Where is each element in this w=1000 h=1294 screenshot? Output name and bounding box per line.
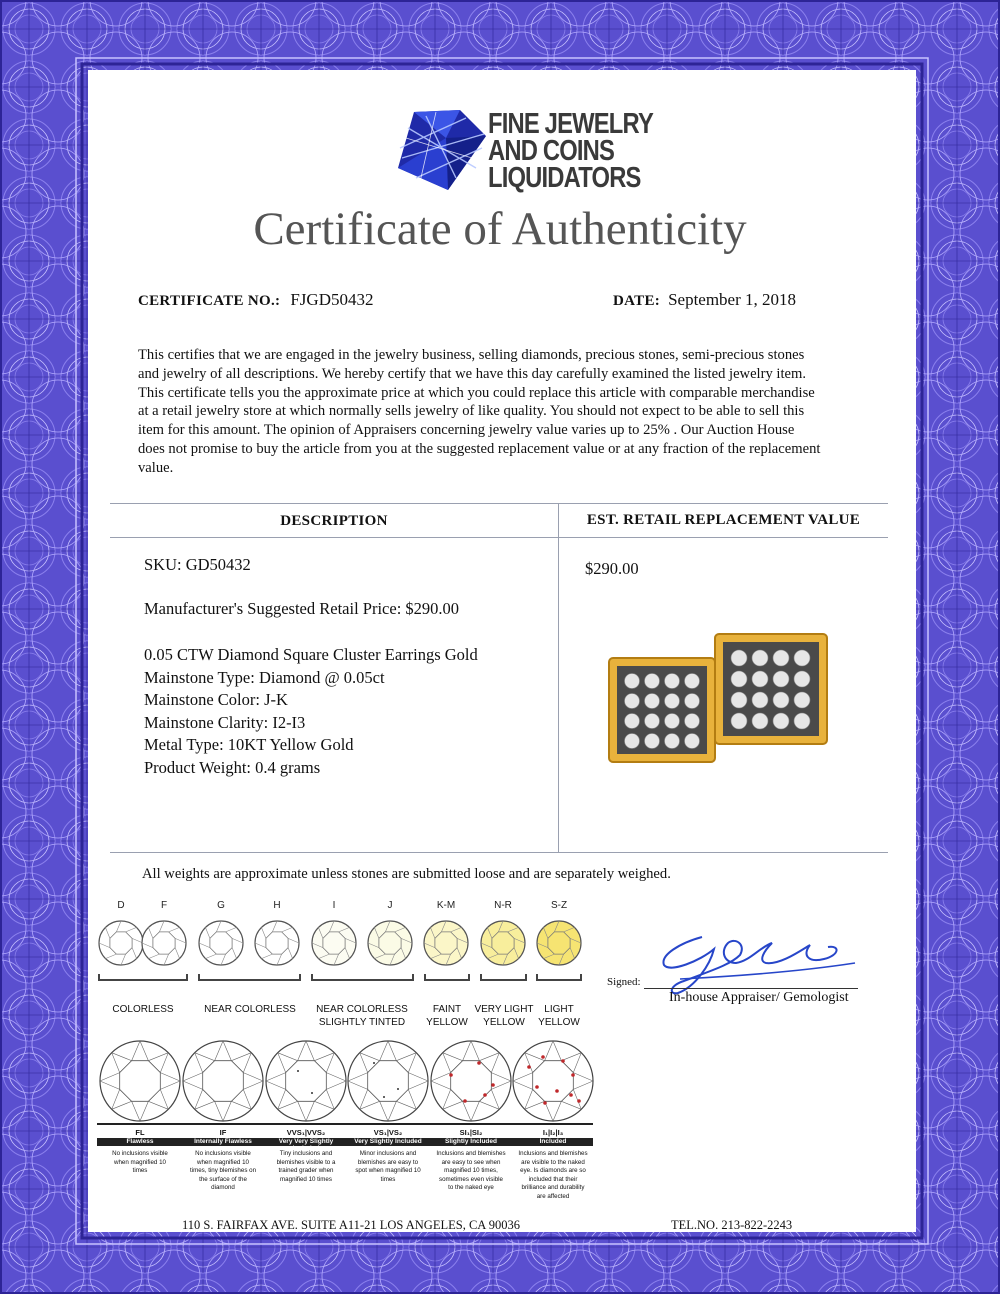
clarity-description-line: blemishes visible to a [276, 1158, 336, 1166]
clarity-code: I₁|I₂|I₃ [542, 1128, 564, 1137]
weights-note: All weights are approximate unless stones are submitted loose and are separately weighed. [142, 866, 671, 882]
clarity-description-line: magnified 10 times, [444, 1167, 498, 1175]
color-grade-letter: D [117, 900, 125, 911]
clarity-description-line: sometimes even visible [439, 1175, 503, 1183]
color-category-line: LIGHT [544, 1004, 574, 1015]
inclusion-mark [297, 1070, 299, 1072]
clarity-name: Very Slightly Included [354, 1138, 422, 1145]
color-grade-gem-icon [142, 921, 186, 965]
clarity-name: Included [539, 1138, 567, 1145]
clarity-description-line: times, tiny blemishes on [189, 1167, 257, 1175]
clarity-grade-scale [95, 1035, 595, 1215]
color-grade-gems [95, 916, 595, 1016]
clarity-description-line: trained grader when [278, 1167, 334, 1175]
paragraph-line: at a retail jewelry store at which normally sells jewelry of like quality. You should not expect to be able to sell this [138, 403, 805, 420]
inclusion-mark [463, 1099, 467, 1103]
color-category-bracket [199, 974, 300, 980]
detail-line: Mainstone Type: Diamond @ 0.05ct [144, 667, 385, 687]
color-grade-letter: F [160, 900, 168, 911]
color-category-line: YELLOW [538, 1017, 580, 1028]
inclusion-mark [561, 1059, 565, 1063]
earrings-photo [605, 630, 835, 770]
clarity-description-line: magnified 10 times [280, 1175, 332, 1183]
brand-line: AND COINS [488, 135, 615, 167]
table-top-rule [110, 503, 888, 504]
clarity-diamond-icon [348, 1041, 428, 1121]
clarity-description-line: times [380, 1175, 396, 1183]
clarity-description [513, 1150, 593, 1202]
inclusion-mark [541, 1055, 545, 1059]
color-category-line: YELLOW [426, 1017, 468, 1028]
clarity-name: Flawless [126, 1138, 154, 1145]
clarity-description-line: No inclusions visible [112, 1150, 168, 1157]
page-title: Certificate of Authenticity [253, 203, 747, 255]
brand-name [488, 108, 654, 194]
color-category-line: NEAR COLORLESS [204, 1004, 296, 1015]
color-grade-gem-icon [255, 921, 299, 965]
clarity-code: SI₁|SI₂ [459, 1128, 483, 1137]
clarity-description-line: Tiny inclusions and [279, 1150, 333, 1157]
detail-line: Product Weight: 0.4 grams [144, 757, 321, 777]
clarity-code: VVS₁|VVS₂ [286, 1128, 326, 1137]
paragraph-line: This certificate tells you the approximate price at which you could replace this article with comparable merchandise [138, 384, 815, 401]
certification-paragraph [138, 346, 888, 478]
clarity-code: IF [219, 1128, 227, 1137]
clarity-description-line: are visible to the naked [521, 1158, 585, 1166]
clarity-diamonds [95, 1035, 595, 1131]
color-category-label [473, 1003, 535, 1029]
replacement-value: $290.00 [585, 559, 639, 578]
footer-phone: TEL.NO. 213-822-2243 [671, 1218, 793, 1232]
color-category-line: COLORLESS [112, 1004, 174, 1015]
color-grade-gem-icon [424, 921, 468, 965]
color-category-label [531, 1003, 587, 1029]
inclusion-mark [477, 1061, 481, 1065]
inclusion-mark [577, 1099, 581, 1103]
certificate-number-label: CERTIFICATE NO.: [138, 293, 281, 309]
inclusion-mark [535, 1085, 539, 1089]
clarity-description-line: Inclusions and blemishes [518, 1150, 588, 1157]
clarity-description [431, 1150, 511, 1193]
clarity-description-line: Minor inclusions and [359, 1150, 417, 1157]
color-grade-letter: H [273, 900, 281, 911]
color-grade-gem-icon [312, 921, 356, 965]
color-grade-gem-icon [99, 921, 143, 965]
detail-line: Mainstone Color: J-K [144, 690, 288, 709]
color-category-bracket [425, 974, 469, 980]
inclusion-mark [491, 1083, 495, 1087]
color-category-label [195, 1003, 305, 1016]
clarity-description-line: spot when magnified 10 [355, 1167, 421, 1175]
color-grade-letter: G [217, 900, 225, 911]
signature-line [644, 988, 858, 989]
clarity-description-line: Inclusions and blemishes [436, 1150, 506, 1157]
color-grade-gem-icon [368, 921, 412, 965]
clarity-description-line: included that their [528, 1175, 578, 1183]
clarity-diamond-icon [100, 1041, 180, 1121]
description-header: DESCRIPTION [280, 513, 388, 529]
clarity-description-line: times [132, 1167, 148, 1175]
inclusion-mark [571, 1073, 575, 1077]
certificate-number-value: FJGD50432 [290, 290, 374, 309]
detail-line: Metal Type: 10KT Yellow Gold [144, 735, 354, 754]
brand-line: FINE JEWELRY [488, 108, 654, 140]
clarity-description-line: are affected [536, 1192, 570, 1200]
paragraph-line: does not promise to buy the article from you at the suggested replacement value or at any fraction of the replacement [138, 440, 821, 457]
clarity-code: FL [135, 1128, 145, 1137]
clarity-description-line: when magnified 10 [114, 1158, 166, 1166]
table-header-rule [110, 537, 888, 538]
inclusion-mark [483, 1093, 487, 1097]
signed-label: Signed: [607, 976, 641, 988]
clarity-description-line: the surface of the [199, 1175, 247, 1183]
clarity-description-line: when magnified 10 [197, 1158, 249, 1166]
clarity-description-line: diamond [211, 1184, 235, 1192]
color-grade-letter: N-R [494, 900, 512, 911]
color-grade-letter: I [332, 900, 336, 911]
color-category-label [88, 1003, 198, 1016]
item-details [144, 644, 478, 779]
color-category-bracket [537, 974, 581, 980]
clarity-description-line: blemishes are easy to [357, 1158, 419, 1166]
detail-line: 0.05 CTW Diamond Square Cluster Earrings Gold [144, 645, 478, 664]
clarity-code: VS₁|VS₂ [373, 1128, 403, 1137]
color-grade-gem-icon [481, 921, 525, 965]
date-value: September 1, 2018 [668, 290, 797, 309]
brand-line: LIQUIDATORS [488, 162, 641, 194]
clarity-description-line: are easy to see when [441, 1158, 501, 1166]
detail-line: Mainstone Clarity: I2-I3 [144, 712, 306, 732]
paragraph-line: value. [138, 459, 174, 476]
footer-address: 110 S. FAIRFAX AVE. SUITE A11-21 LOS ANGELES, CA 90036 [182, 1218, 520, 1232]
clarity-name: Internally Flawless [194, 1138, 252, 1145]
date-label: DATE: [613, 293, 661, 309]
inclusion-mark [569, 1093, 573, 1097]
paragraph-line: item for this amount. The opinion of Appraisers concerning jewelry value varies up to 25% . Our Auction House [138, 422, 795, 439]
clarity-description-line: No inclusions visible [195, 1150, 251, 1157]
table-column-divider [558, 503, 559, 852]
color-grade-gem-icon [199, 921, 243, 965]
appraiser-title: In-house Appraiser/ Gemologist [669, 990, 849, 1005]
color-category-line: SLIGHTLY TINTED [318, 1017, 406, 1028]
clarity-rule [97, 1123, 593, 1125]
clarity-description-line: to the naked eye [448, 1184, 494, 1192]
inclusion-mark [449, 1073, 453, 1077]
value-header: EST. RETAIL REPLACEMENT VALUE [586, 512, 861, 528]
inclusion-mark [383, 1096, 385, 1098]
clarity-description [183, 1150, 263, 1193]
paragraph-line: This certifies that we are engaged in the jewelry business, selling diamonds, precious stones, semi-precious stones [138, 347, 805, 363]
color-grade-scale [95, 898, 595, 1033]
inclusion-mark [543, 1101, 547, 1105]
clarity-description [100, 1150, 180, 1176]
color-category-label [307, 1003, 417, 1029]
color-grade-letter: J [387, 900, 393, 911]
table-bottom-rule [110, 852, 888, 853]
msrp: Manufacturer's Suggested Retail Price: $290.00 [144, 599, 460, 618]
clarity-diamond-icon [266, 1041, 346, 1121]
color-category-bracket [99, 974, 187, 980]
inclusion-mark [555, 1089, 559, 1093]
inclusion-mark [397, 1088, 399, 1090]
certificate-date [613, 290, 796, 310]
sku: SKU: GD50432 [144, 555, 251, 574]
color-grade-letter: S-Z [550, 900, 568, 911]
inclusion-mark [373, 1062, 375, 1064]
color-category-line: YELLOW [483, 1017, 525, 1028]
inclusion-mark [527, 1065, 531, 1069]
clarity-name: Slightly Included [444, 1138, 497, 1145]
color-grade-letter: K-M [436, 900, 456, 911]
clarity-diamond-icon [513, 1041, 593, 1121]
clarity-diamond-icon [183, 1041, 263, 1121]
color-grade-gem-icon [537, 921, 581, 965]
color-category-line: FAINT [432, 1004, 462, 1015]
color-category-bracket [481, 974, 526, 980]
certificate-number [138, 290, 373, 310]
gem-icon [396, 108, 488, 192]
color-category-line: NEAR COLORLESS [316, 1004, 408, 1015]
clarity-description-line: brilliance and durability [521, 1184, 585, 1192]
color-category-label [419, 1003, 475, 1029]
clarity-description-line: eye. Is diamonds are so [520, 1167, 586, 1175]
clarity-diamond-icon [431, 1041, 511, 1121]
clarity-description [266, 1150, 346, 1184]
clarity-name: Very Very Slightly Included [278, 1138, 334, 1152]
paragraph-line: and jewelry of all descriptions. We hereby certify that we have this day carefully examined the listed jewelry item. [138, 365, 807, 382]
inclusion-mark [311, 1092, 313, 1094]
color-category-bracket [312, 974, 413, 980]
color-category-line: VERY LIGHT [474, 1004, 534, 1015]
clarity-description [348, 1150, 428, 1184]
